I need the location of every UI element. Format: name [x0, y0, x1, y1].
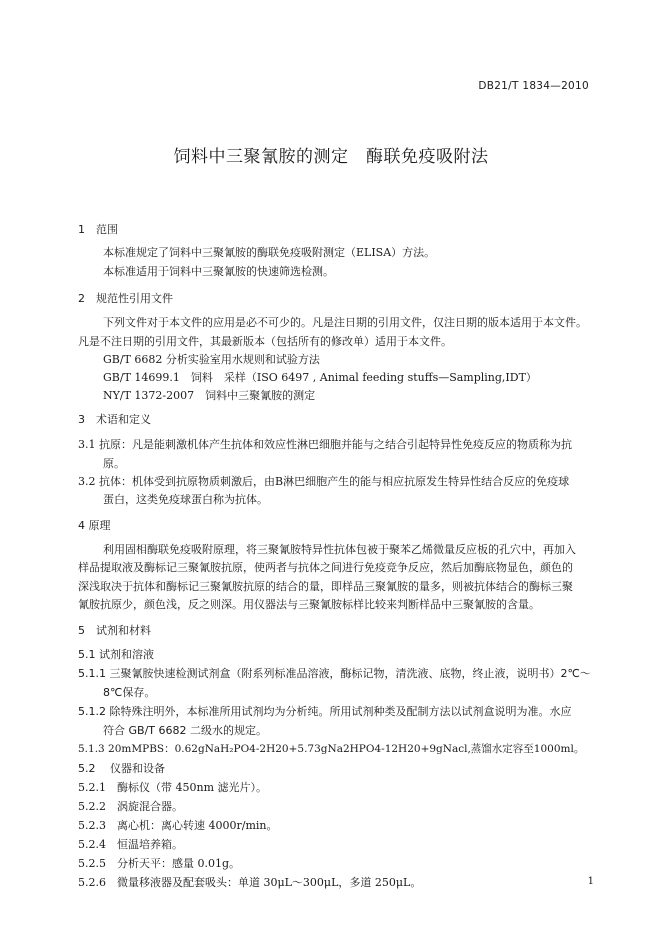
section-1-paragraph-1: 本标准规定了饲料中三聚氰胺的酶联免疫吸附测定（ELISA）方法。: [103, 246, 436, 259]
document-title: 饲料中三聚氰胺的测定 酶联免疫吸附法: [173, 147, 489, 167]
subsection-5-1-heading: 5.1 试剂和溶液: [78, 648, 154, 661]
page-number: 1: [587, 876, 594, 887]
item-5-2-3: 5.2.3 离心机：离心转速 4000r/min。: [78, 819, 278, 832]
document-id: DB21/T 1834—2010: [478, 80, 589, 92]
reference-item: GB/T 6682 分析实验室用水规则和试验方法: [103, 353, 320, 366]
reference-item: GB/T 14699.1 饲料 采样（ISO 6497 , Animal feeding stuffs—Sampling,IDT）: [103, 371, 537, 384]
item-5-2-2: 5.2.2 涡旋混合器。: [78, 800, 183, 813]
section-4-heading: 4 原理: [78, 519, 111, 532]
item-5-1-1-line-2: 8℃保存。: [103, 686, 156, 699]
item-5-2-1: 5.2.1 酶标仪（带 450nm 滤光片）。: [78, 781, 267, 794]
section-2-paragraph-line-2: 凡是不注日期的引用文件，其最新版本（包括所有的修改单）适用于本文件。: [78, 335, 452, 348]
section-4-line-4: 氰胺抗原少，颜色浅，反之则深。用仪器法与三聚氰胺标样比较来判断样品中三聚氰胺的含量。: [78, 598, 540, 611]
item-5-2-6: 5.2.6 微量移液器及配套吸头：单道 30μL～300μL，多道 250μL。: [78, 876, 422, 889]
definition-3-2-line-1: 3.2 抗体：机体受到抗原物质刺激后，由B淋巴细胞产生的能与相应抗原发生特异性结合反应的免疫球: [78, 475, 570, 488]
definition-3-1-line-2: 原。: [103, 457, 125, 470]
item-5-2-4: 5.2.4 恒温培养箱。: [78, 838, 183, 851]
reference-item: NY/T 1372-2007 饲料中三聚氰胺的测定: [103, 389, 316, 402]
section-2-heading: 2 规范性引用文件: [78, 292, 173, 305]
section-2-paragraph-line-1: 下列文件对于本文件的应用是必不可少的。凡是注日期的引用文件，仅注日期的版本适用于本文件。: [103, 316, 587, 329]
section-4-line-1: 利用固相酶联免疫吸附原理，将三聚氰胺特异性抗体包被于聚苯乙烯微量反应板的孔穴中，再加入: [103, 543, 576, 556]
definition-3-1-line-1: 3.1 抗原：凡是能刺激机体产生抗体和效应性淋巴细胞并能与之结合引起特异性免疫反应的物质称为抗: [78, 438, 572, 451]
subsection-5-2-heading: 5.2 仪器和设备: [78, 762, 165, 775]
item-5-2-5: 5.2.5 分析天平：感量 0.01g。: [78, 857, 241, 870]
section-4-line-2: 样品提取液及酶标记三聚氰胺抗原，使两者与抗体之间进行免疫竞争反应，然后加酶底物显色，颜色的: [78, 561, 573, 574]
item-5-1-2-line-1: 5.1.2 除特殊注明外，本标准所用试剂均为分析纯。所用试剂种类及配制方法以试剂盒说明为准。水应: [78, 705, 572, 718]
section-4-line-3: 深浅取决于抗体和酶标记三聚氰胺抗原的结合的量，即样品三聚氰胺的量多，则被抗体结合的酶标三聚: [78, 580, 573, 593]
section-5-heading: 5 试剂和材料: [78, 624, 151, 637]
item-5-1-2-line-2: 符合 GB/T 6682 二级水的规定。: [103, 724, 267, 737]
section-1-heading: 1 范围: [78, 223, 118, 236]
section-1-paragraph-2: 本标准适用于饲料中三聚氰胺的快速筛选检测。: [103, 265, 334, 278]
item-5-1-3: 5.1.3 20mMPBS：0.62gNaH₂PO4-2H20+5.73gNa2HPO4-12H20+9gNacl,蒸馏水定容至1000ml。: [78, 743, 585, 755]
item-5-1-1-line-1: 5.1.1 三聚氰胺快速检测试剂盒（附系列标准品溶液，酶标记物，清洗液、底物，终止液，说明书）2℃～: [78, 667, 591, 680]
section-3-heading: 3 术语和定义: [78, 413, 151, 426]
definition-3-2-line-2: 蛋白，这类免疫球蛋白称为抗体。: [103, 493, 268, 506]
